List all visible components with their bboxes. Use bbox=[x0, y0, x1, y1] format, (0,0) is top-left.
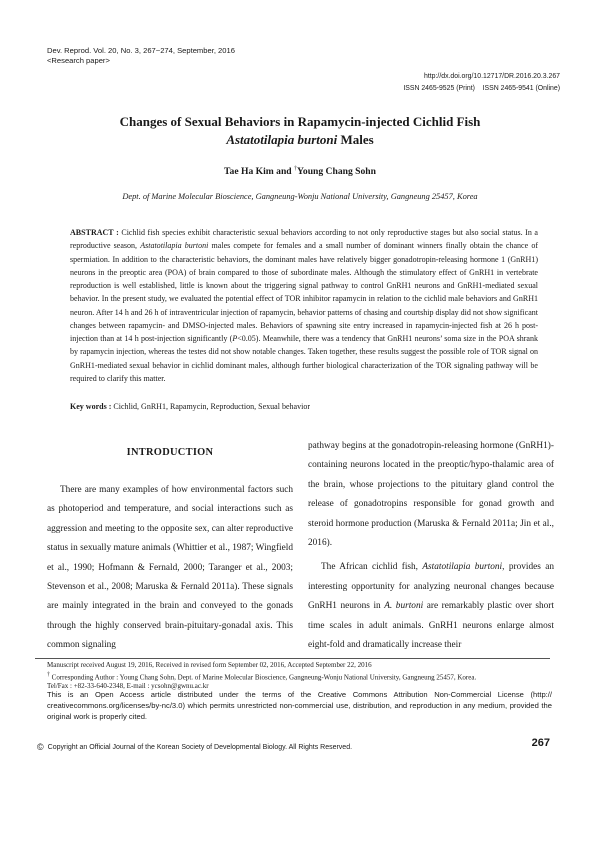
author-first: Tae Ha Kim and bbox=[224, 166, 295, 178]
intro-paragraph-1-continued: pathway begins at the gonadotropin-releasing hormone (GnRH1)-containing neurons located in the preoptic/hypo-thalamic area of the brain, whose projections to the pituitary gland control the release of gonadotropins responsible for gonad growth and steroid hormone production (Maruska & Fernald 2011a; Jin et al., 2016). bbox=[308, 441, 554, 549]
copyright-icon: © bbox=[37, 742, 44, 752]
intro-p2-text-c: are remarkably plastic over short time scales in adult animals. GnRH1 neurons enlarge almost eight-fold and dramatically increase their bbox=[308, 601, 554, 651]
license-notice: This is an Open Access article distributed under the terms of the Creative Commons Attribution Non-Commercial License (http:// creativecommons.org/licenses/by-nc/3.0) which permits unrestricted non-commercial use, distribution, and reproduction in any medium, provided the original work is properly cited. bbox=[47, 690, 552, 721]
intro-p2-text-b: , provides an interesting opportunity for analyzing neuronal changes because GnRH1 neurons in bbox=[308, 562, 554, 612]
journal-header bbox=[47, 46, 235, 66]
abstract-text-1: Cichlid fish species exhibit characteristic sexual behaviors according to not only reproductive stages but also social status. In a reproductive season, bbox=[70, 228, 538, 251]
footnote-divider bbox=[35, 658, 550, 659]
copyright-text: Copyright an Official Journal of the Korean Society of Developmental Biology. All Rights Reserved. bbox=[47, 744, 353, 751]
title-species: Astatotilapia burtoni bbox=[226, 132, 338, 147]
intro-p2-text-a: The African cichlid fish, bbox=[321, 562, 423, 573]
keywords-label: Key words : bbox=[70, 402, 112, 411]
intro-paragraph-1: There are many examples of how environmental factors such as photoperiod and temperature, and social interactions such as aggression and meeting to the opposite sex, can alter reproductive status in sexually mature animals (Whittier et al., 1987; Wingfield et al., 1990; Hofmann & Fernald, 2000; Taranger et al., 2003; Stevenson et al., 2008; Maruska & Fernald 2011a). These signals are mainly integrated in the brain and conveyed to the gonads through the highly conserved brain-pituitary-gonadal axis. This common signaling bbox=[47, 485, 293, 651]
abstract-species: Astatotilapia burtoni bbox=[140, 241, 209, 251]
article-type: <Research paper> bbox=[47, 56, 110, 65]
corresponding-mark: † bbox=[294, 166, 298, 172]
doi-issn-block bbox=[403, 71, 560, 95]
abstract-p-symbol: P bbox=[232, 334, 238, 343]
abstract-label: ABSTRACT : bbox=[70, 228, 119, 237]
paper-title bbox=[0, 113, 600, 149]
affiliation: Dept. of Marine Molecular Bioscience, Gangneung-Wonju National University, Gangneung 25457, Korea bbox=[122, 192, 478, 201]
issn-line: ISSN 2465-9525 (Print) ISSN 2465-9541 (Online) bbox=[403, 85, 560, 92]
keywords-text: Cichlid, GnRH1, Rapamycin, Reproduction, Sexual behavior bbox=[111, 402, 310, 411]
title-line-1: Changes of Sexual Behaviors in Rapamycin-injected Cichlid Fish bbox=[119, 114, 481, 129]
introduction-heading: INTRODUCTION bbox=[126, 447, 214, 458]
abstract-text-3: <0.05). Meanwhile, there was a tendency that GnRH1 neurons’ soma size in the POA shrank by rapamycin injection, whereas the testes did not show notable changes. Taken together, these results suggest the possible role of TOR signal on GnRH1-mediated sexual behavior in cichlid dominant males, although further biological characterization of the TOR signaling pathway will be required to clarify this matter. bbox=[70, 334, 538, 383]
footnotes bbox=[47, 661, 552, 692]
doi-link[interactable]: http://dx.doi.org/10.12717/DR.2016.20.3.267 bbox=[424, 73, 560, 80]
manuscript-dates: Manuscript received August 19, 2016, Received in revised form September 02, 2016, Accepted September 22, 2016 bbox=[47, 661, 372, 669]
left-column bbox=[47, 456, 293, 656]
journal-citation: Dev. Reprod. Vol. 20, No. 3, 267~274, September, 2016 bbox=[47, 46, 235, 55]
copyright-line bbox=[37, 742, 352, 752]
keywords bbox=[70, 400, 538, 413]
corresponding-author bbox=[47, 671, 552, 683]
author-second: Young Chang Sohn bbox=[297, 166, 376, 178]
intro-p2-species-short: A. burtoni bbox=[384, 601, 424, 612]
abstract-text-2: males compete for females and a small number of dominant winners finally obtain the chance of spermiation. In addition to the characteristic behaviors, the dominant males have relatively bigger gonadotropin-releasing hormone 1 (GnRH1) neurons in the preoptic area (POA) of brain compared to those of subordinate males. Although the stimulatory effect of GnRH1 in vertebrate reproduction is well established, little is known about the triggering signal pathway to control GnRH1 neurons and GnRH1-mediated sexual behavior. In the present study, we evaluated the potential effect of TOR inhibitor rapamycin in relation to the cichlid male behaviors and GnRH1 neuron. After 14 h and 26 h of intraventricular injection of rapamycin, behavior patterns of chasing and courtship display did not show significant changes between rapamycin- and DMSO-injected males. Behaviors of spawning site entry increased in rapamycin-injected fish at 26 h post-injection than at 14 h post-injection significantly ( bbox=[70, 241, 539, 343]
contact-info: Tel/Fax : +82-33-640-2348, E-mail : ycsohn@gwnu.ac.kr bbox=[47, 682, 209, 691]
title-line-2 bbox=[0, 131, 600, 149]
title-suffix: Males bbox=[337, 132, 374, 147]
corresponding-author-text: Corresponding Author : Young Chang Sohn, Dept. of Marine Molecular Bioscience, Gangneung-Wonju National University, Gangneung 25457, Korea. bbox=[49, 672, 477, 681]
right-column bbox=[308, 437, 554, 655]
intro-p2-species: Astatotilapia burtoni bbox=[422, 562, 503, 573]
author-list bbox=[0, 166, 600, 177]
footnote-mark: † bbox=[47, 671, 50, 678]
abstract bbox=[70, 226, 538, 385]
page-number: 267 bbox=[531, 737, 550, 749]
intro-paragraph-2 bbox=[308, 558, 554, 655]
